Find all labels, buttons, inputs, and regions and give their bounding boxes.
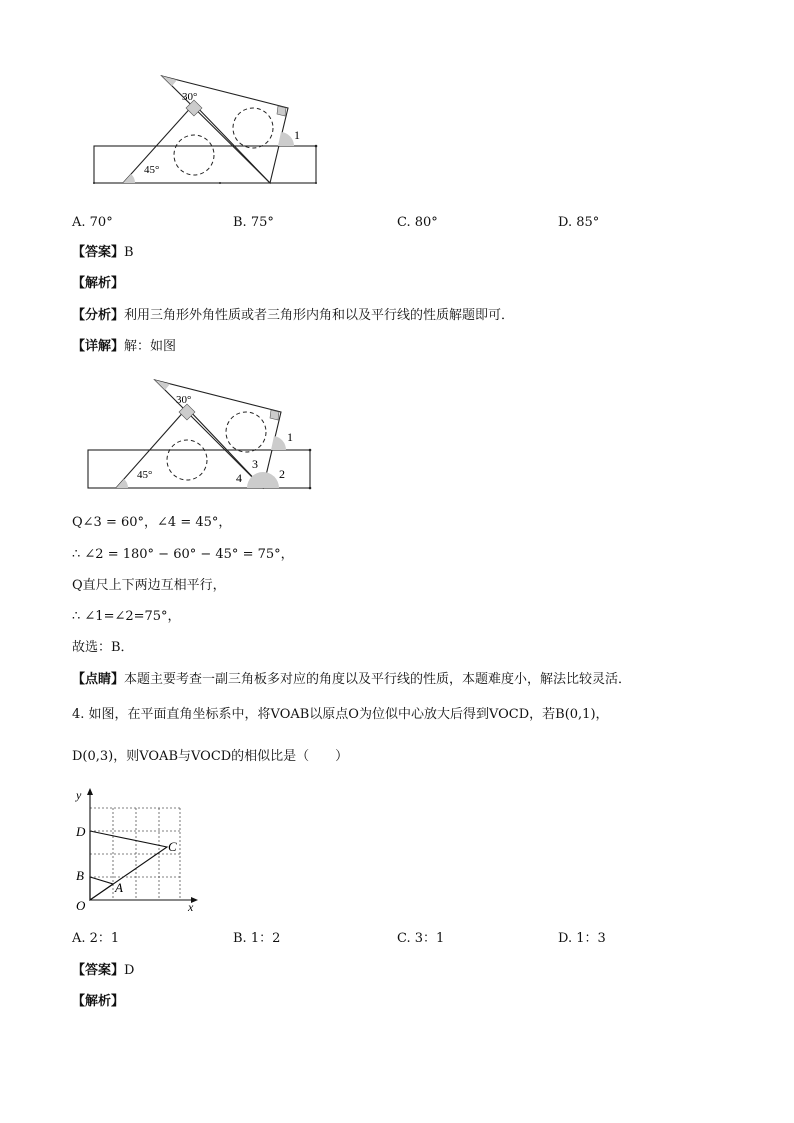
option-d: D. 85° [558,215,600,230]
option-c: C. 80° [397,215,438,230]
angle-45-label: 45° [144,164,160,176]
answer-tag-4: 【答案】 [72,963,125,978]
point-O-label: O [76,898,86,913]
fenxi-tag: 【分析】 [72,308,125,323]
step-1: Q∠3 = 60°，∠4 = 45°， [72,515,232,530]
analysis-tag-4: 【解析】 [72,994,125,1009]
step-4: ∴ ∠1=∠2=75°， [72,609,181,624]
figure-1-triangles-ruler [80,68,340,193]
figure-3-coordinate-grid [70,784,210,916]
angle-3-label: 3 [252,457,258,471]
answer-value-4: D [124,963,135,978]
comment-tag: 【点睛】 [72,672,125,687]
point-A-label: A [115,880,123,895]
q4-option-a: A. 2：1 [72,931,120,946]
answer-line [72,244,134,262]
step-5: 故选：B． [72,640,134,655]
angle-2-label: 2 [279,467,285,481]
question-4-line-1: 4. 如图，在平面直角坐标系中，将VOAB以原点O为位似中心放大后得到VOCD，若B(0,1)， [72,707,609,722]
point-B-label: B [76,868,84,883]
angle-1-label-2: 1 [287,430,293,444]
comment-text: 本题主要考查一副三角板多对应的角度以及平行线的性质，本题难度小，解法比较灵活． [124,672,632,687]
x-axis-label: x [188,900,194,914]
q4-option-b: B. 1：2 [233,931,281,946]
q4-option-c: C. 3：1 [397,931,445,946]
question-4-line-2: D(0,3)，则VOAB与VOCD的相似比是（ ） [72,749,349,764]
answer-value: B [124,245,134,260]
answer-line-4 [72,962,134,980]
detail-line [72,338,176,356]
option-b: B. 75° [233,215,274,230]
angle-30-label-2: 30° [176,394,192,406]
comment-line [72,671,631,689]
angle-4-label: 4 [236,471,242,485]
figure-2-triangles-ruler [80,374,320,494]
point-D-label: D [76,824,86,839]
analysis-tag: 【解析】 [72,276,125,291]
angle-45-label-2: 45° [137,469,153,481]
q4-option-d: D. 1：3 [558,931,606,946]
fenxi-line [72,307,514,325]
angle-30-label: 30° [182,91,198,103]
step-2: ∴ ∠2 = 180° − 60° − 45° = 75°， [72,547,294,562]
option-a: A. 70° [72,215,113,230]
point-C-label: C [168,839,177,854]
detail-text: 解：如图 [124,339,177,354]
detail-tag: 【详解】 [72,339,125,354]
answer-tag: 【答案】 [72,245,125,260]
angle-1-label: 1 [294,128,300,142]
step-3: Q直尺上下两边互相平行， [72,578,226,593]
fenxi-text: 利用三角形外角性质或者三角形内角和以及平行线的性质解题即可． [124,308,515,323]
y-axis-label: y [76,788,82,802]
